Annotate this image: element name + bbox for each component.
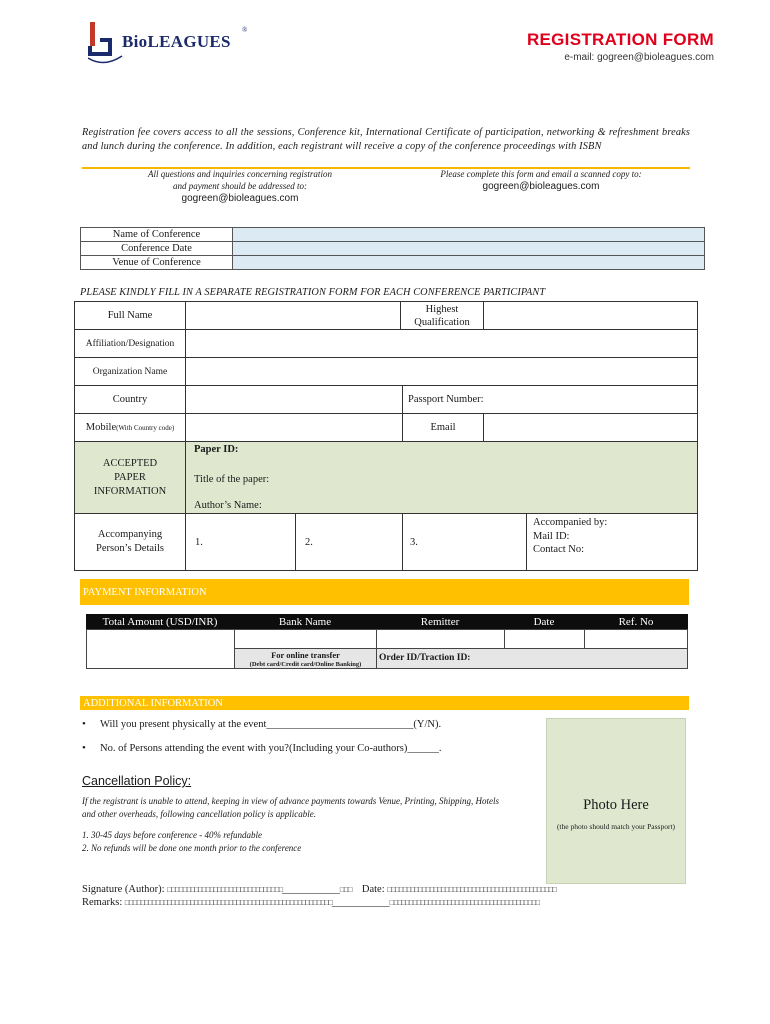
online-transfer-label: For online transfer [271, 650, 340, 660]
remarks-tail: □□□□□□□□□□□□□□□□□□□□□□□□□□□□□□□□□□□□□□□ [389, 898, 540, 907]
full-name-field[interactable] [185, 301, 401, 330]
table-row [81, 242, 705, 256]
participant-note: PLEASE KINDLY FILL IN A SEPARATE REGISTRATION FORM FOR EACH CONFERENCE PARTICIPANT [80, 287, 546, 298]
date-header: Date [504, 614, 584, 629]
contact-left-line2: and payment should be addressed to: [173, 181, 307, 191]
date-label: Date: [361, 884, 385, 895]
bioleagues-logo [88, 18, 258, 66]
conference-name-field[interactable] [233, 228, 705, 242]
contact-right [410, 168, 672, 193]
signature-tail: □□□ [339, 885, 352, 894]
logo-text: BioLEAGUES [122, 32, 231, 51]
question-present-physically[interactable]: • Will you present physically at the event____________________________(Y/N). [82, 719, 542, 743]
additional-title: ADDITIONAL INFORMATION [83, 697, 223, 709]
authors-name-label: Author’s Name: [194, 500, 262, 511]
highest-qualification-field[interactable] [483, 301, 698, 330]
paper-title-label: Title of the paper: [194, 474, 270, 485]
passport-label: Passport Number: [408, 394, 484, 405]
bank-name-header: Bank Name [234, 614, 376, 629]
cancellation-item-2: 2. No refunds will be done one month prior to the conference [82, 843, 302, 853]
conference-table [80, 227, 705, 270]
contact-left-line1: All questions and inquiries concerning registration [148, 169, 332, 179]
conference-date-label: Conference Date [81, 242, 233, 256]
contact-right-email: gogreen@bioleagues.com [482, 181, 600, 192]
remarks-label: Remarks: [82, 897, 123, 908]
conference-name-label: Name of Conference [81, 228, 233, 242]
remitter-field[interactable] [376, 629, 505, 649]
contact-no-label: Contact No: [533, 544, 585, 555]
organization-label: Organization Name [74, 357, 186, 386]
cancellation-title: Cancellation Policy: [82, 774, 192, 788]
online-transfer-hint: (Debt card/Credit card/Online Banking) [249, 661, 362, 668]
passport-field[interactable] [402, 385, 698, 414]
intro-text: Registration fee covers access to all the sessions, Conference kit, International Certificate of participation, networking & refreshment breaks and lunch during the conference. In addition, each registrant will receive a copy of the conference proceedings with ISBN [82, 127, 690, 152]
payment-title: PAYMENT INFORMATION [83, 586, 207, 598]
mobile-field[interactable] [185, 413, 403, 442]
ref-no-header: Ref. No [584, 614, 688, 629]
affiliation-field[interactable] [185, 329, 698, 358]
signature-fill: □□□□□□□□□□□□□□□□□□□□□□□□□□□□□□ [167, 885, 283, 894]
photo-title: Photo Here [583, 797, 649, 813]
contact-left-email: gogreen@bioleagues.com [181, 193, 299, 204]
country-field[interactable] [185, 385, 403, 414]
total-amount-field[interactable] [86, 629, 235, 669]
paper-id-label: Paper ID: [194, 444, 239, 455]
accompanying-person-2[interactable] [295, 513, 403, 571]
signature-underline: ___________ [282, 884, 340, 895]
accompanied-by-label: Accompanied by: [533, 517, 608, 528]
accompanying-label: Accompanying Person’s Details [74, 513, 186, 571]
order-id-field[interactable] [376, 648, 688, 669]
signature-line[interactable] [82, 884, 556, 895]
mobile-label-cell [74, 413, 186, 442]
ref-no-field[interactable] [584, 629, 688, 649]
additional-questions [82, 719, 542, 767]
contact-left [110, 168, 370, 205]
email-label: Email [402, 413, 484, 442]
header-email: e-mail: gogreen@bioleagues.com [564, 52, 714, 63]
table-row [81, 256, 705, 270]
order-id-label: Order ID/Traction ID: [379, 653, 471, 663]
mobile-label: Mobile [85, 422, 117, 433]
payment-header-bar [80, 579, 689, 605]
conference-date-field[interactable] [233, 242, 705, 256]
acc-1-label: 1. [195, 536, 203, 548]
email-field[interactable] [483, 413, 698, 442]
conference-venue-field[interactable] [233, 256, 705, 270]
contact-right-line1: Please complete this form and email a scanned copy to: [440, 169, 642, 179]
accompanying-person-1[interactable] [185, 513, 296, 571]
mail-id-label: Mail ID: [533, 530, 570, 542]
accompanying-person-3[interactable] [402, 513, 527, 571]
acc-3-label: 3. [410, 536, 418, 548]
online-transfer-cell [234, 648, 377, 669]
remitter-header: Remitter [376, 614, 504, 629]
additional-header-bar [80, 696, 689, 710]
accepted-paper-label: ACCEPTED PAPER INFORMATION [74, 441, 186, 514]
remarks-underline: ___________ [331, 897, 390, 908]
date-field[interactable] [504, 629, 585, 649]
question-persons-attending[interactable]: • No. of Persons attending the event with you?(Including your Co-authors)______. [82, 743, 542, 767]
photo-box[interactable] [546, 718, 686, 884]
table-row [81, 228, 705, 242]
accompanied-by-field[interactable] [526, 513, 698, 571]
cancellation-text: If the registrant is unable to attend, keeping in view of advance payments towards Venue, Printing, Shipping, Hotels and other overheads, following cancellation policy is applicable. [82, 796, 500, 819]
remarks-fill: □□□□□□□□□□□□□□□□□□□□□□□□□□□□□□□□□□□□□□□□□□□□□□□□□□□□□□ [124, 898, 332, 907]
acc-2-label: 2. [305, 536, 313, 548]
signature-label: Signature (Author): [82, 884, 165, 895]
remarks-line[interactable] [82, 897, 539, 908]
full-name-label: Full Name [74, 301, 186, 330]
total-amount-header: Total Amount (USD/INR) [86, 614, 234, 629]
bank-name-field[interactable] [234, 629, 377, 649]
accepted-paper-field[interactable] [185, 441, 698, 514]
organization-field[interactable] [185, 357, 698, 386]
country-label: Country [74, 385, 186, 414]
highest-qualification-label: Highest Qualification [400, 301, 484, 330]
cancellation-item-1: 1. 30-45 days before conference - 40% refundable [82, 830, 262, 840]
date-fill: □□□□□□□□□□□□□□□□□□□□□□□□□□□□□□□□□□□□□□□□□□□□ [387, 885, 556, 894]
photo-note: (the photo should match your Passport) [556, 822, 676, 831]
conference-venue-label: Venue of Conference [81, 256, 233, 270]
mobile-hint: (With Country code) [116, 423, 175, 432]
form-title: REGISTRATION FORM [526, 30, 714, 49]
registered-mark: ® [242, 26, 248, 34]
affiliation-label: Affiliation/Designation [74, 329, 186, 358]
